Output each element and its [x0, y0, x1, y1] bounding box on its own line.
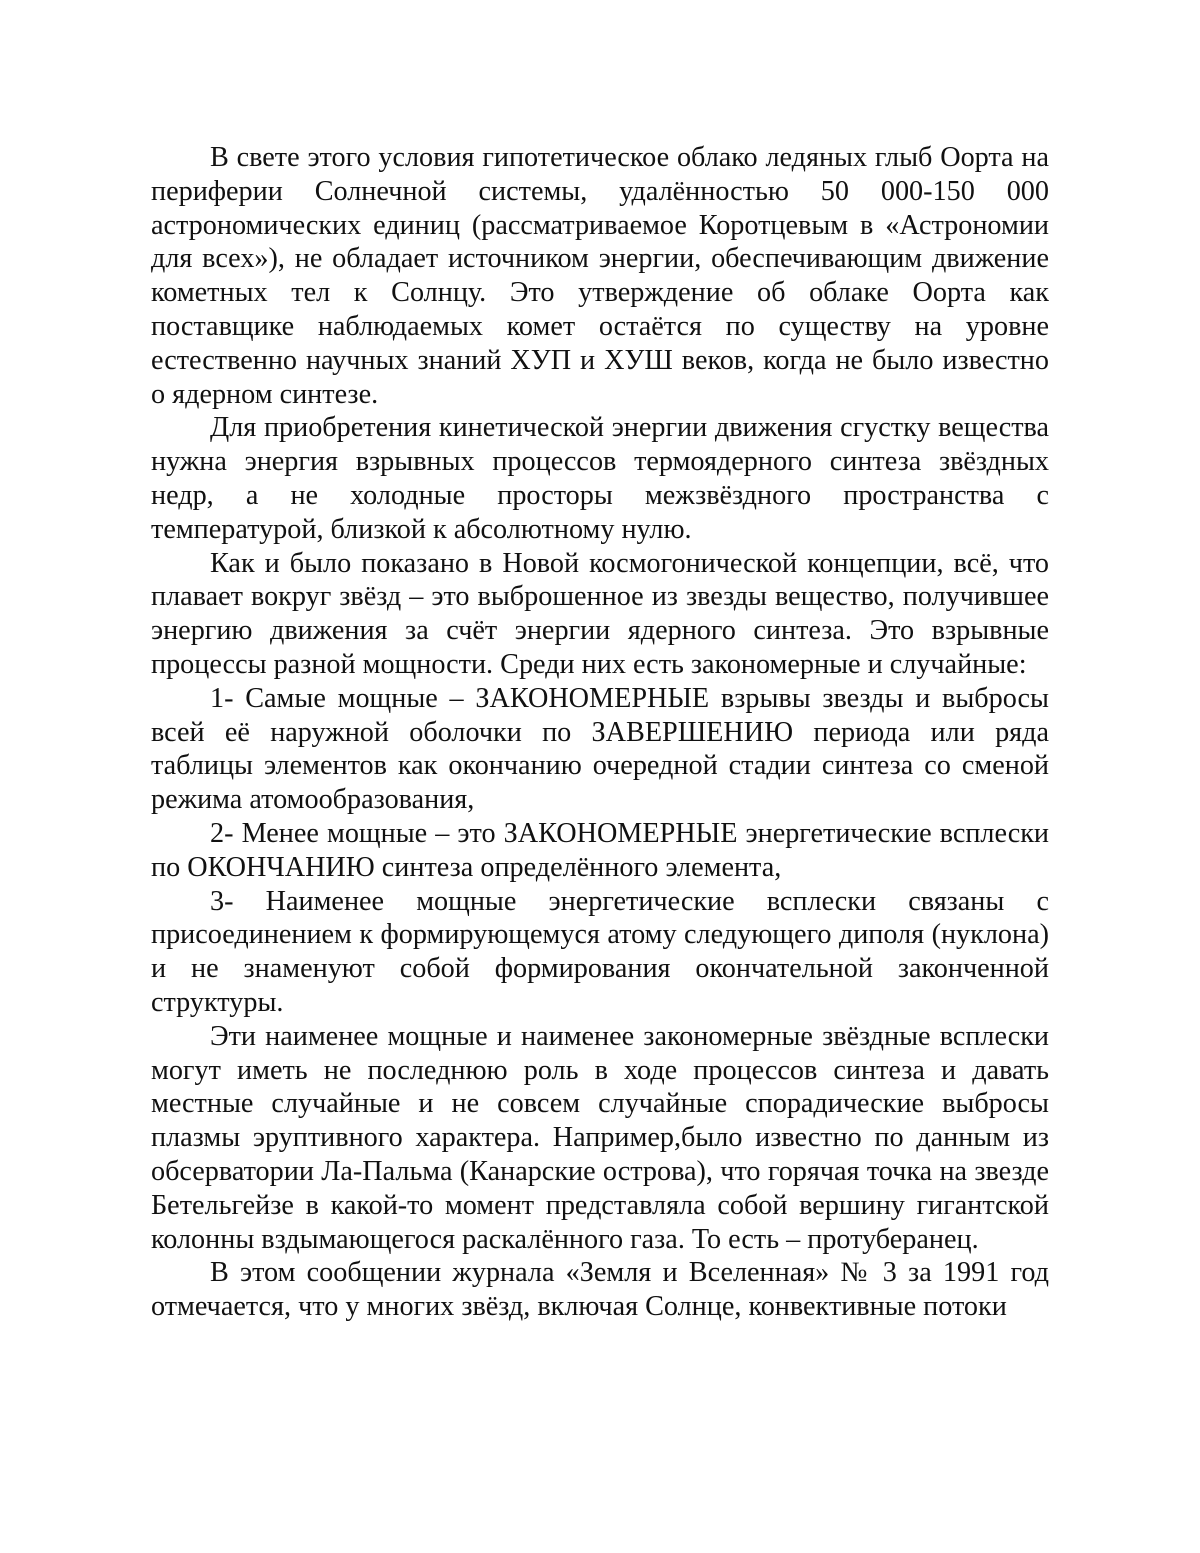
paragraph: Как и было показано в Новой космогонической концепции, всё, что плавает вокруг звёзд – это выброшенное из звезды вещество, получившее энергию движения за счёт энергии ядерного синтеза. Это взрывные процессы разной мощности. Среди них есть закономерные и случайные:	[151, 547, 1049, 680]
list-item: 2- Менее мощные – это ЗАКОНОМЕРНЫЕ энергетические всплески по ОКОНЧАНИЮ синтеза определённого элемента,	[151, 817, 1049, 883]
list-item: 3- Наименее мощные энергетические всплески связаны с присоединением к формирующемуся атому следующего диполя (нуклона) и не знаменуют собой формирования окончательной законченной структуры.	[151, 885, 1049, 1018]
paragraph: В свете этого условия гипотетическое облако ледяных глыб Оорта на периферии Солнечной системы, удалённостью 50 000-150 000 астрономических единиц (рассматриваемое Коротцевым в «Астрономии для всех»), не обладает источником энергии, обеспечивающим движение кометных тел к Солнцу. Это утверждение об облаке Оорта как поставщике наблюдаемых комет остаётся по существу на уровне естественно научных знаний ХУП и ХУШ веков, когда не было известно о ядерном синтезе.	[151, 142, 1049, 410]
paragraph: Для приобретения кинетической энергии движения сгустку вещества нужна энергия взрывных процессов термоядерного синтеза звёздных недр, а не холодные просторы межзвёздного пространства с температурой, близкой к абсолютному нулю.	[151, 412, 1049, 545]
document-body	[151, 141, 1049, 1324]
list-item: 1- Самые мощные – ЗАКОНОМЕРНЫЕ взрывы звезды и выбросы всей её наружной оболочки по ЗАВЕРШЕНИЮ периода или ряда таблицы элементов как окончанию очередной стадии синтеза со сменой режима атомообразования,	[151, 682, 1049, 816]
paragraph: В этом сообщении журнала «Земля и Вселенная» № 3 за 1991 год отмечается, что у многих звёзд, включая Солнце, конвективные потоки	[151, 1257, 1049, 1323]
paragraph: Эти наименее мощные и наименее закономерные звёздные всплески могут иметь не последнюю роль в ходе процессов синтеза и давать местные случайные и не совсем случайные спорадические выбросы плазмы эруптивного характера. Например,было известно по данным из обсерватории Ла-Пальма (Канарские острова), что горячая точка на звезде Бетельгейзе в какой-то момент представляла собой вершину гигантской колонны вздымающегося раскалённого газа. То есть – протуберанец.	[151, 1020, 1049, 1255]
